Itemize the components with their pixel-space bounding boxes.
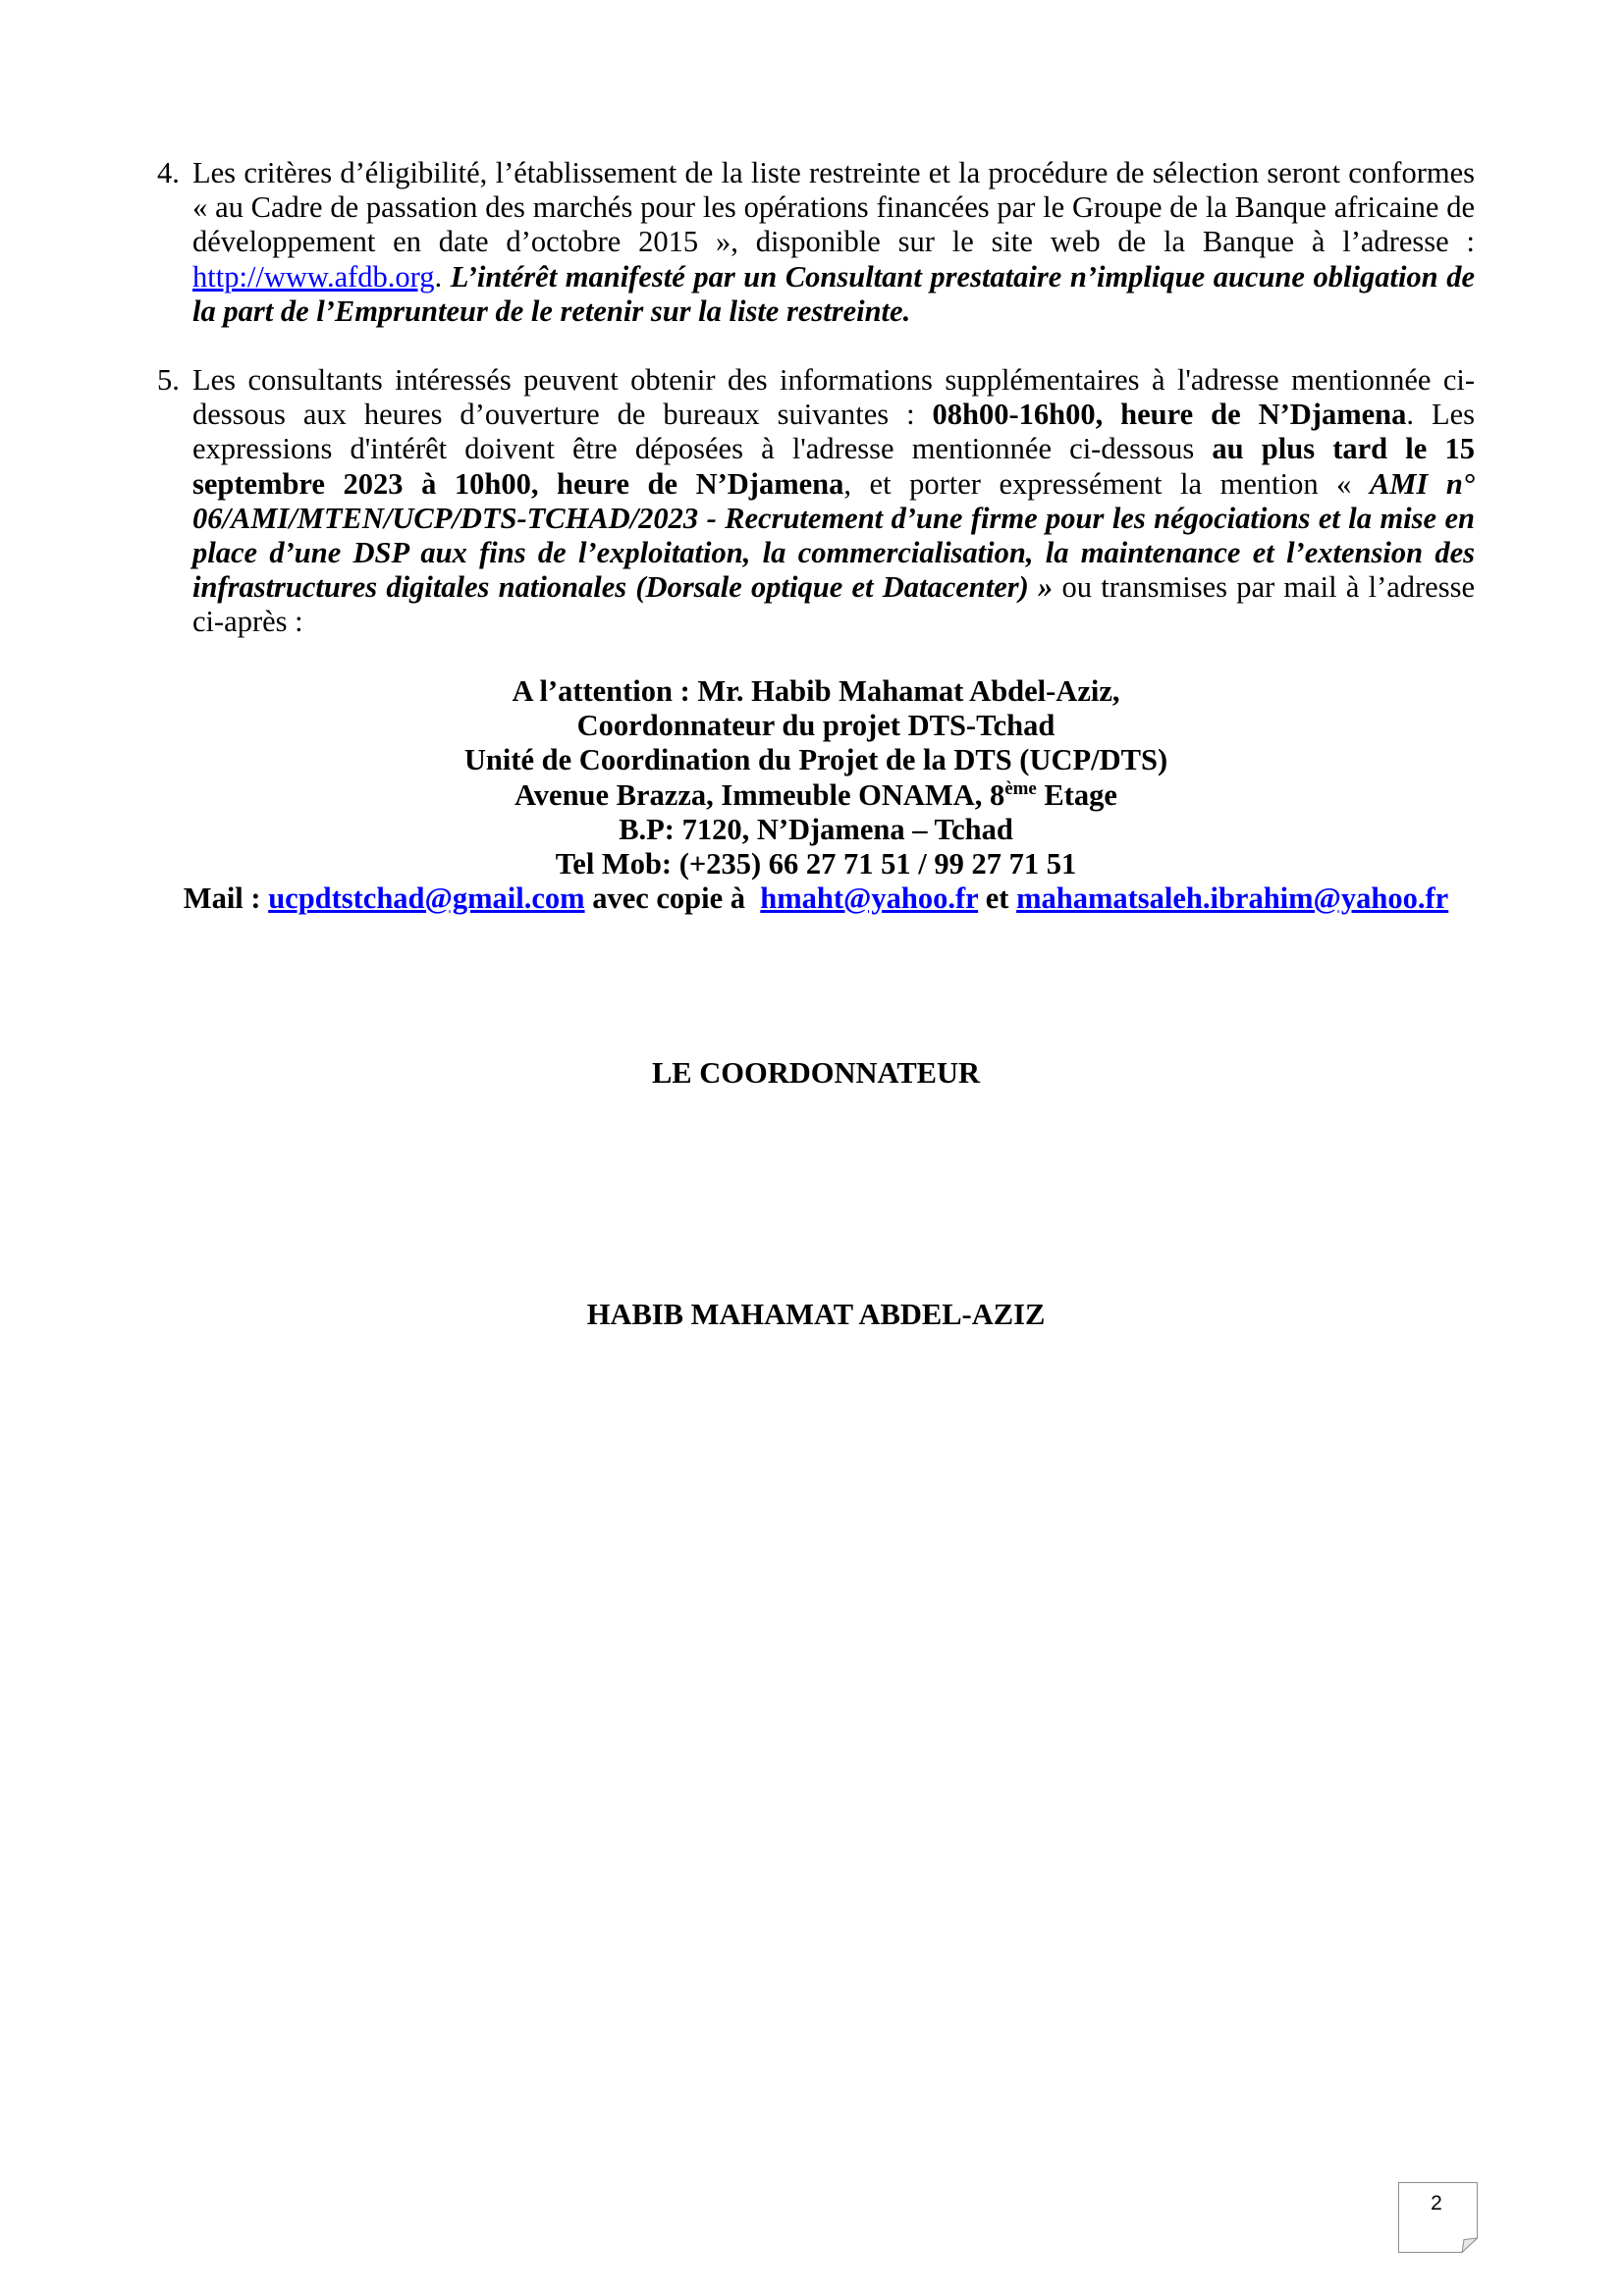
mail-conjunction: et (978, 881, 1017, 916)
floor-ordinal-superscript: ème (1004, 778, 1037, 800)
information-request-text: Les consultants intéressés peuvent obtenir des informations supplémentaires à l'adresse mentionnée ci-dessous aux heures d’ouverture de bureaux suivantes : (192, 363, 1475, 432)
copy-email-link-1[interactable]: hmaht@yahoo.fr (760, 881, 979, 916)
submission-text: . Les expressions d'intérêt doivent être déposées à l'adresse mentionnée ci-dessous (192, 398, 1475, 466)
eligibility-criteria-text-end: . (434, 259, 451, 294)
attention-line: A l’attention : Mr. Habib Mahamat Abdel-Aziz, (512, 674, 1120, 708)
copy-email-link-2[interactable]: mahamatsaleh.ibrahim@yahoo.fr (1016, 881, 1449, 916)
mail-label: Mail : (183, 881, 269, 916)
primary-email-link[interactable]: ucpdtstchad@gmail.com (268, 881, 585, 916)
street-address-floor: Etage (1036, 777, 1117, 812)
list-item-number: 5. (157, 363, 180, 397)
shortlist-disclaimer: L’intérêt manifesté par un Consultant prestataire n’implique aucune obligation de la part de l’Emprunteur de le retenir sur la liste restreinte. (192, 259, 1475, 328)
mail-line (157, 881, 1475, 916)
street-address-text: Avenue Brazza, Immeuble ONAMA, 8 (514, 777, 1005, 812)
ami-reference: AMI n° 06/AMI/MTEN/UCP/DTS-TCHAD/2023 - Recrutement d’une firme pour les négociations et la mise en place d’une DSP aux fins de l’exploitation, la commercialisation, la maintenance et l’extension des infrastructures digitales nationales (Dorsale optique et Datacenter) » (192, 466, 1475, 605)
street-address-line (157, 778, 1475, 813)
page-number: 2 (1431, 2192, 1442, 2215)
transmission-text: ou transmises par mail à l’adresse ci-après : (192, 570, 1475, 639)
page-number-box (1398, 2182, 1478, 2253)
phone-line: Tel Mob: (+235) 66 27 71 51 / 99 27 71 51 (555, 847, 1077, 881)
po-box-line: B.P: 7120, N’Djamena – Tchad (619, 812, 1013, 846)
mail-copy-label: avec copie à (584, 881, 761, 916)
afdb-website-link[interactable]: http://www.afdb.org (192, 259, 435, 294)
list-item-5-text (192, 363, 1475, 640)
signatory-title: LE COORDONNATEUR (651, 1056, 981, 1090)
contact-address-block (157, 674, 1475, 916)
coordinator-role-line: Coordonnateur du projet DTS-Tchad (576, 709, 1056, 743)
list-item-4-text (192, 156, 1475, 329)
submission-deadline: au plus tard le 15 septembre 2023 à 10h00, heure de N’Djamena (192, 432, 1475, 501)
office-hours: 08h00-16h00, heure de N’Djamena (932, 398, 1407, 432)
list-item-5 (157, 363, 1475, 640)
list-item-number: 4. (157, 156, 180, 189)
coordination-unit-line: Unité de Coordination du Projet de la DTS (UCP/DTS) (463, 743, 1168, 777)
eligibility-criteria-text: Les critères d’éligibilité, l’établissement de la liste restreinte et la procédure de sélection seront conformes « au Cadre de passation des marchés pour les opérations financées par le Groupe de la Banque africaine de développement en date d’octobre 2015 », disponible sur le site web de la Banque à l’adresse : (192, 156, 1475, 259)
mention-text: , et porter expressément la mention « (843, 466, 1370, 501)
signatory-name: HABIB MAHAMAT ABDEL-AZIZ (586, 1298, 1046, 1331)
list-item-4 (157, 156, 1475, 329)
